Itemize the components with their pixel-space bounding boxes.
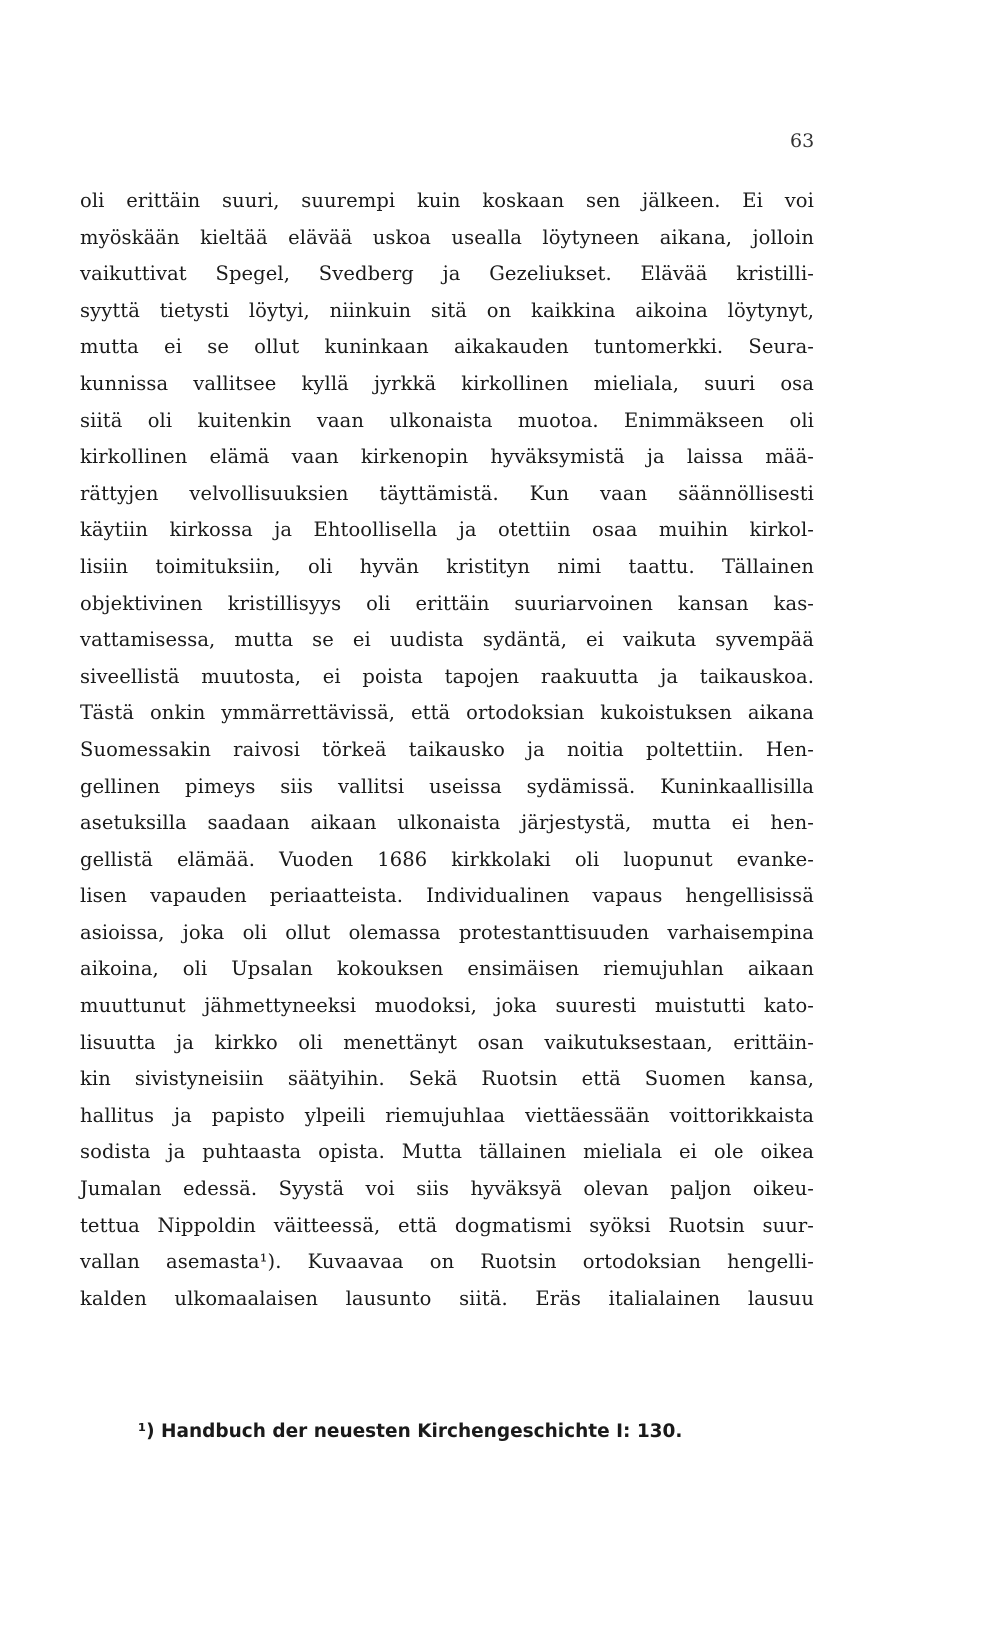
text-line: sodista ja puhtaasta opista. Mutta tällainen mieliala ei ole oikea xyxy=(80,1140,814,1164)
text-line: myöskään kieltää elävää uskoa usealla löytyneen aikana, jolloin xyxy=(80,225,814,249)
text-line: siitä oli kuitenkin vaan ulkonaista muotoa. Enimmäkseen oli xyxy=(80,408,814,432)
text-line: kin sivistyneisiin säätyihin. Sekä Ruotsin että Suomen kansa, xyxy=(80,1067,814,1091)
text-line: kalden ulkomaalaisen lausunto siitä. Eräs italialainen lausuu xyxy=(80,1286,814,1310)
text-line: objektivinen kristillisyys oli erittäin suuriarvoinen kansan kas- xyxy=(80,591,814,615)
text-line: lisen vapauden periaatteista. Individualinen vapaus hengellisissä xyxy=(80,884,814,908)
footnote-text: Handbuch der neuesten Kirchengeschichte I: 130. xyxy=(161,1421,683,1442)
text-line: kunnissa vallitsee kyllä jyrkkä kirkollinen mieliala, suuri osa xyxy=(80,371,814,395)
text-line: kirkollinen elämä vaan kirkenopin hyväksymistä ja laissa mää- xyxy=(80,445,814,469)
text-line: aikoina, oli Upsalan kokouksen ensimäisen riemujuhlan aikaan xyxy=(80,957,814,981)
text-line: Jumalan edessä. Syystä voi siis hyväksyä olevan paljon oikeu- xyxy=(80,1177,814,1201)
text-line: gellistä elämää. Vuoden 1686 kirkkolaki oli luopunut evanke- xyxy=(80,847,814,871)
text-line: oli erittäin suuri, suurempi kuin koskaan sen jälkeen. Ei voi xyxy=(80,189,814,212)
text-line: hallitus ja papisto ylpeili riemujuhlaa viettäessään voittorikkaista xyxy=(80,1103,814,1127)
text-line: vallan asemasta¹). Kuvaavaa on Ruotsin ortodoksian hengelli- xyxy=(80,1250,814,1274)
text-line: tettua Nippoldin väitteessä, että dogmatismi syöksi Ruotsin suur- xyxy=(80,1213,814,1237)
text-line: asetuksilla saadaan aikaan ulkonaista järjestystä, mutta ei hen- xyxy=(80,811,814,835)
footnote-marker: ¹) xyxy=(138,1421,155,1442)
text-line: rättyjen velvollisuuksien täyttämistä. Kun vaan säännöllisesti xyxy=(80,481,814,505)
text-line: vattamisessa, mutta se ei uudista sydäntä, ei vaikuta syvempää xyxy=(80,628,814,652)
text-line: lisuutta ja kirkko oli menettänyt osan vaikutuksestaan, erittäin- xyxy=(80,1030,814,1054)
text-line: Tästä onkin ymmärrettävissä, että ortodoksian kukoistuksen aikana xyxy=(80,701,814,725)
text-line: asioissa, joka oli ollut olemassa protestanttisuuden varhaisempina xyxy=(80,920,814,944)
text-line: muuttunut jähmettyneeksi muodoksi, joka suuresti muistutti kato- xyxy=(80,994,814,1018)
text-line: lisiin toimituksiin, oli hyvän kristityn nimi taattu. Tällainen xyxy=(80,554,814,578)
text-line: vaikuttivat Spegel, Svedberg ja Gezeliukset. Elävää kristilli- xyxy=(80,262,814,286)
footnote xyxy=(138,1421,682,1442)
text-line: mutta ei se ollut kuninkaan aikakauden tuntomerkki. Seura- xyxy=(80,335,814,359)
text-line: syyttä tietysti löytyi, niinkuin sitä on kaikkina aikoina löytynyt, xyxy=(80,298,814,322)
text-line: siveellistä muutosta, ei poista tapojen raakuutta ja taikauskoa. xyxy=(80,664,814,688)
body-text xyxy=(80,183,814,1317)
text-line: käytiin kirkossa ja Ehtoollisella ja otettiin osaa muihin kirkol- xyxy=(80,518,814,542)
text-line: gellinen pimeys siis vallitsi useissa sydämissä. Kuninkaallisilla xyxy=(80,774,814,798)
page-number: 63 xyxy=(790,130,815,152)
text-line: Suomessakin raivosi törkeä taikausko ja noitia poltettiin. Hen- xyxy=(80,737,814,761)
